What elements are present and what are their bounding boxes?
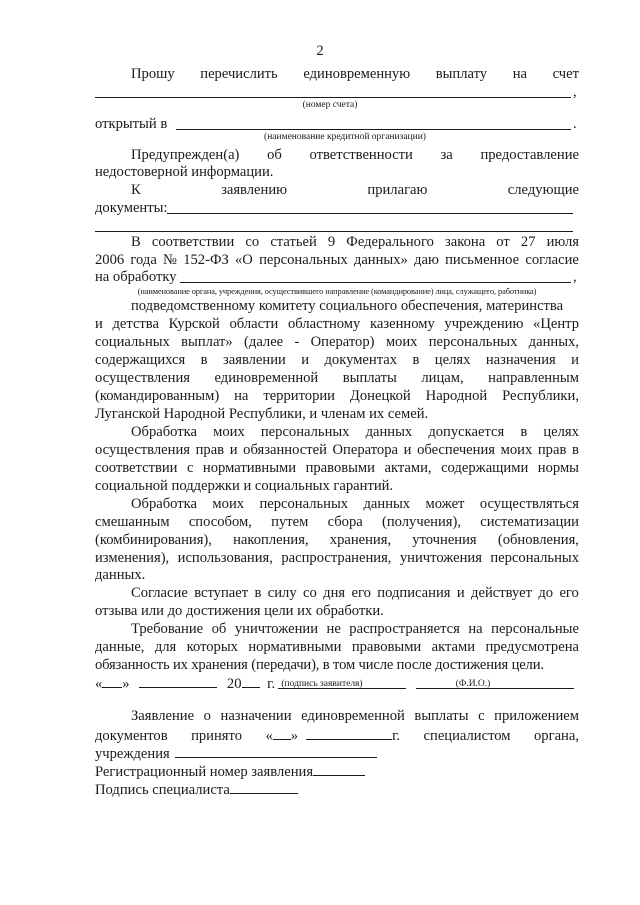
word: обеспечения (417, 442, 495, 458)
attach-line-1 (131, 182, 579, 199)
word: систематизации (480, 514, 579, 530)
word: данных» (353, 252, 408, 268)
word: путем (271, 514, 309, 530)
institution-line (95, 744, 579, 763)
word: целях (543, 424, 579, 440)
word: даю (414, 252, 439, 268)
p1-line-3 (95, 334, 579, 351)
word: территории (263, 388, 335, 404)
word: (комбинирования), (95, 532, 212, 548)
documents-label: документы: (95, 200, 168, 216)
institution-label: учреждения (95, 746, 170, 762)
p4-line-2: отзыва или до достижения цели их обработки. (95, 603, 384, 619)
word: письменное (445, 252, 520, 268)
word: Прошу (131, 66, 175, 82)
p3-line-4 (95, 550, 579, 567)
year-suffix: г. (267, 676, 276, 692)
word: данные, (95, 639, 145, 655)
p5-line-3: обязанность их хранения (передачи), в том числе после достижения цели. (95, 657, 544, 673)
word: силу (267, 585, 297, 601)
word: моих (212, 496, 245, 512)
word: персональных (428, 334, 518, 350)
word: дня (323, 585, 346, 601)
word: правовыми (351, 639, 422, 655)
p5-line-2 (95, 639, 579, 656)
word: и (301, 352, 310, 368)
word: актами, (384, 460, 432, 476)
word: до (538, 585, 554, 601)
word: данных (363, 496, 411, 512)
consent-line-2 (95, 252, 579, 269)
word: (обновления, (497, 532, 579, 548)
word: предусмотрена (485, 639, 579, 655)
word: Курской (168, 316, 220, 332)
word: «Центр (533, 316, 579, 332)
word: согласие (525, 252, 579, 268)
word: осуществления (95, 370, 190, 386)
word: Оператор) (310, 334, 375, 350)
warning-line-1 (131, 147, 579, 164)
p3-line-5: данных. (95, 567, 146, 583)
word: и (456, 585, 465, 601)
word: на (234, 388, 249, 404)
opened-in-label: открытый в (95, 116, 168, 132)
word: ответственности (309, 147, 413, 163)
word: данных (365, 424, 413, 440)
word: № (163, 252, 177, 268)
opened-in-line (95, 116, 579, 133)
p1-line-7: Луганской Народной Республики, и членам их семей. (95, 406, 429, 422)
account-caption: (номер счета) (302, 100, 358, 110)
acceptance-line-1 (131, 708, 579, 725)
word: накопления, (233, 532, 309, 548)
text: подведомственному комитету социального обеспечения, материнства (131, 298, 564, 314)
word: органа, (534, 728, 579, 744)
word: об (267, 147, 282, 163)
word: содержащими (441, 460, 529, 476)
word: в (200, 352, 208, 368)
word: прав (537, 442, 567, 458)
p2-line-4: социальной поддержки и социальных гарантий. (95, 478, 394, 494)
word: персональных (259, 252, 348, 268)
request-line-1 (131, 66, 579, 83)
word: единовременную (303, 66, 411, 82)
word: со (303, 585, 317, 601)
word: (получения), (382, 514, 462, 530)
p3-line-3 (95, 532, 579, 549)
word: персональных (490, 550, 579, 566)
word: выплаты (342, 370, 397, 386)
word: направленным (488, 370, 579, 386)
word: документах (324, 352, 398, 368)
word: Народной (425, 388, 488, 404)
month-blank (139, 674, 217, 688)
word: правовыми (305, 460, 375, 476)
word: специалистом (423, 728, 511, 744)
word: социальных (95, 334, 170, 350)
specialist-signature-blank (230, 780, 298, 794)
word: за (440, 147, 453, 163)
word: в (412, 352, 420, 368)
account-number-line (95, 97, 571, 98)
word: использования, (177, 550, 273, 566)
word: единовременной (301, 708, 405, 724)
word: «О (235, 252, 253, 268)
word: вступает (194, 585, 249, 601)
word: 152-ФЗ (183, 252, 229, 268)
quote-close: » (290, 728, 299, 744)
quote-close: » (122, 676, 130, 692)
word: закона (445, 234, 486, 250)
bank-caption: (наименование кредитной организации) (264, 132, 426, 142)
word: лицам, (421, 370, 464, 386)
word: Обработка (131, 424, 197, 440)
word: актами (431, 639, 476, 655)
word: казенному (369, 316, 435, 332)
word: персональные (491, 621, 579, 637)
fio-caption: (Ф.И.О.) (455, 679, 491, 689)
word: моих (500, 442, 533, 458)
word: изменения), (95, 550, 170, 566)
word: и (229, 442, 238, 458)
quote-open: « (265, 728, 273, 744)
word: осуществляться (479, 496, 579, 512)
word: об (211, 621, 227, 637)
word: детства (112, 316, 159, 332)
word: уточнения (412, 532, 477, 548)
word: и (571, 352, 579, 368)
quote-open: « (95, 676, 103, 692)
organization-fill-line (180, 282, 571, 283)
word: (командированным) (95, 388, 220, 404)
p1-line-2 (95, 316, 579, 333)
word: назначении (220, 708, 292, 724)
bank-name-line (176, 129, 571, 130)
institution-blank (175, 744, 377, 758)
word: с (186, 460, 194, 476)
p2-line-2 (95, 442, 579, 459)
word: обязанностей (243, 442, 327, 458)
word: содержащихся (95, 352, 186, 368)
word: смешанным (95, 514, 170, 530)
word: Согласие (131, 585, 188, 601)
word: и (95, 316, 103, 332)
accepted-word: принято (191, 728, 242, 744)
documents-word: документов (95, 728, 168, 744)
word: его (559, 585, 579, 601)
reg-number-blank (313, 762, 365, 776)
word: Оператора (332, 442, 398, 458)
word: не (326, 621, 341, 637)
end-period: . (573, 116, 577, 132)
end-comma: , (573, 84, 577, 100)
day-blank (102, 674, 122, 688)
word: выплату (435, 66, 488, 82)
word: данных, (528, 334, 579, 350)
word: распространяется (349, 621, 460, 637)
word: соответствии (151, 234, 235, 250)
word: Обработка (131, 496, 197, 512)
word: - (294, 334, 300, 350)
word: Федерального (346, 234, 434, 250)
page-number: 2 (316, 43, 324, 59)
word: подписания (377, 585, 451, 601)
word: области (229, 316, 279, 332)
word: в (254, 585, 262, 601)
word: В (131, 234, 141, 250)
word: заявлении (222, 352, 286, 368)
word: персональных (259, 496, 349, 512)
word: осуществления (95, 442, 190, 458)
specialist-signature-line (95, 780, 579, 799)
word: статьей (270, 234, 317, 250)
word: в (571, 442, 579, 458)
word: допускается (428, 424, 505, 440)
word: прилагаю (367, 182, 428, 198)
word: на (512, 66, 527, 82)
word: счет (552, 66, 579, 82)
word: моих (213, 424, 245, 440)
word: Предупрежден(а) (131, 147, 240, 163)
p3-line-2 (95, 514, 579, 531)
processing-label: на обработку (95, 269, 177, 285)
word: для (154, 639, 177, 655)
organization-caption: (наименование органа, учреждения, осуществившего направление (командирование) лица, служащего, работника) (137, 287, 537, 296)
word: К (131, 182, 141, 198)
word: следующие (507, 182, 579, 198)
word: соответствии (95, 460, 178, 476)
warning-line-2: недостоверной информации. (95, 164, 274, 180)
word: нормы (537, 460, 579, 476)
p4-line-1 (131, 585, 579, 602)
word: нормативными (202, 460, 297, 476)
word: со (245, 234, 260, 250)
day-blank (273, 726, 291, 740)
acceptance-date (265, 726, 400, 745)
acceptance-line-2 (95, 726, 579, 745)
word: от (496, 234, 510, 250)
word: может (425, 496, 465, 512)
word: 9 (327, 234, 336, 250)
p2-line-1 (131, 424, 579, 441)
word: 27 (520, 234, 536, 250)
word: на (468, 621, 483, 637)
p1-line-5 (95, 370, 579, 387)
word: персональных (260, 424, 350, 440)
consent-line-3 (95, 269, 579, 286)
p1-line-4 (95, 352, 579, 369)
word: заявлению (221, 182, 288, 198)
word: и (403, 442, 412, 458)
organization-end-comma: , (573, 269, 577, 285)
word: распространения, (281, 550, 392, 566)
word: уничтожения (399, 550, 482, 566)
word: единовременной (214, 370, 319, 386)
documents-fill-line-2 (95, 231, 573, 232)
year-suffix: г. (392, 728, 401, 744)
word: нормативными (248, 639, 342, 655)
documents-line (95, 200, 579, 217)
word: сбора (327, 514, 363, 530)
word: с (478, 708, 485, 724)
word: Донецкой (349, 388, 411, 404)
word: приложением (494, 708, 579, 724)
word: о (203, 708, 211, 724)
consent-line-1 (131, 234, 579, 251)
p5-line-1 (131, 621, 579, 638)
word: областному (287, 316, 361, 332)
word: учреждению (444, 316, 524, 332)
word: года (130, 252, 157, 268)
reg-number-line (95, 762, 579, 781)
p3-line-1 (131, 496, 579, 513)
word: хранения, (329, 532, 392, 548)
word: целях (434, 352, 471, 368)
word: июля (546, 234, 579, 250)
word: 2006 (95, 252, 125, 268)
word: его (351, 585, 371, 601)
word: действует (471, 585, 532, 601)
p1-line-1 (131, 298, 579, 315)
documents-fill-line-1 (167, 213, 573, 214)
word: назначения (485, 352, 556, 368)
word: в (520, 424, 528, 440)
p2-line-3 (95, 460, 579, 477)
word: выплаты (414, 708, 469, 724)
word: (далее (244, 334, 284, 350)
word: предоставление (480, 147, 579, 163)
year-blank (242, 674, 260, 688)
word: прав (195, 442, 225, 458)
word: Республики, (502, 388, 579, 404)
word: выплат» (181, 334, 233, 350)
word: перечислить (200, 66, 278, 82)
word: уничтожении (234, 621, 319, 637)
year-prefix: 20 (226, 676, 242, 692)
month-year-blank (306, 726, 392, 740)
specialist-signature-label: Подпись специалиста (95, 782, 230, 798)
word: Требование (131, 621, 204, 637)
word: моих (385, 334, 418, 350)
word: Заявление (131, 708, 195, 724)
word: которых (186, 639, 238, 655)
p1-line-6 (95, 388, 579, 405)
reg-number-label: Регистрационный номер заявления (95, 764, 314, 780)
word: способом, (188, 514, 252, 530)
signature-caption: (подпись заявителя) (281, 679, 363, 689)
